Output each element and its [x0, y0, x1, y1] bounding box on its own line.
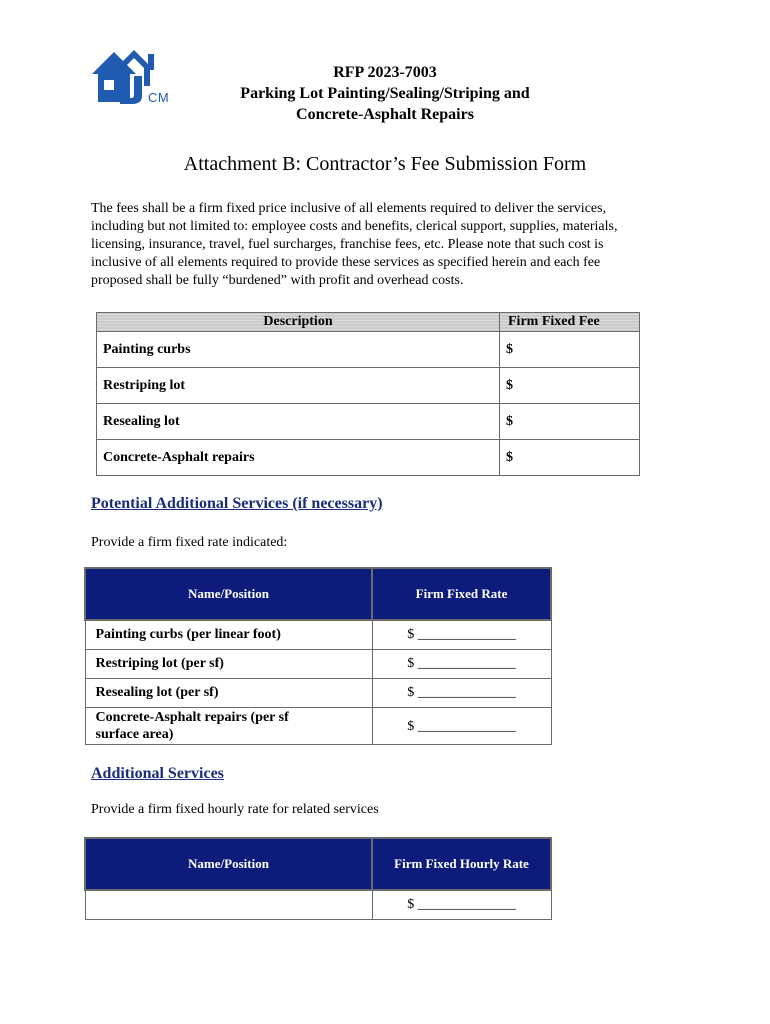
rate-field[interactable]: $ ______________ — [372, 679, 551, 708]
row-description: Restriping lot — [97, 368, 500, 404]
table-header-row — [97, 313, 640, 332]
row-name: Restriping lot (per sf) — [85, 650, 372, 679]
rfp-number: RFP 2023-7003 — [333, 64, 437, 81]
table-row — [97, 332, 640, 368]
row-name: Painting curbs (per linear foot) — [85, 620, 372, 650]
table-row — [85, 620, 551, 650]
row-fee-field[interactable]: $ — [500, 332, 640, 368]
potential-services-heading: Potential Additional Services (if necessary) — [91, 495, 383, 512]
logo-text: CM — [148, 90, 170, 105]
row-description: Concrete-Asphalt repairs — [97, 440, 500, 476]
intro-line: The fees shall be a firm fixed price inclusive of all elements required to deliver the services, — [91, 201, 607, 216]
table-row — [85, 650, 551, 679]
intro-line: inclusive of all elements required to provide these services as specified herein and each fee — [91, 255, 601, 270]
rfp-title-line1: Parking Lot Painting/Sealing/Striping and — [240, 85, 530, 102]
name-field[interactable] — [85, 890, 372, 920]
table-row — [85, 679, 551, 708]
intro-paragraph — [91, 200, 651, 290]
rate-field[interactable]: $ ______________ — [372, 708, 551, 745]
rate-field[interactable]: $ ______________ — [372, 650, 551, 679]
row-fee-field[interactable]: $ — [500, 440, 640, 476]
rfp-title-line2: Concrete-Asphalt Repairs — [296, 106, 474, 123]
potential-services-table — [84, 567, 552, 745]
row-name-line1: Concrete-Asphalt repairs (per sf — [95, 710, 289, 725]
name-position-header: Name/Position — [85, 568, 372, 620]
row-fee-field[interactable]: $ — [500, 368, 640, 404]
row-name-line2: surface area) — [95, 727, 174, 742]
hourly-rate-field[interactable]: $ ______________ — [372, 890, 551, 920]
table-row — [97, 368, 640, 404]
additional-services-heading: Additional Services — [91, 765, 224, 782]
attachment-title: Attachment B: Contractor’s Fee Submission Form — [183, 153, 587, 175]
row-name: Resealing lot (per sf) — [85, 679, 372, 708]
hourly-rate-header: Firm Fixed Hourly Rate — [372, 838, 551, 890]
row-name — [85, 708, 372, 745]
table-header-row — [85, 838, 551, 890]
table-row — [85, 708, 551, 745]
rate-header: Firm Fixed Rate — [372, 568, 551, 620]
table-row — [97, 440, 640, 476]
intro-line: licensing, insurance, travel, fuel surcharges, franchise fees, etc. Please note that such cost is — [91, 237, 604, 252]
additional-services-instruction: Provide a firm fixed hourly rate for related services — [91, 802, 379, 817]
intro-line: including but not limited to: employee costs and benefits, clerical support, supplies, materials, — [91, 219, 618, 234]
rate-field[interactable]: $ ______________ — [372, 620, 551, 650]
intro-line: proposed shall be fully “burdened” with profit and overhead costs. — [91, 273, 464, 288]
fee-table — [96, 312, 640, 476]
table-header-row — [85, 568, 551, 620]
potential-services-instruction: Provide a firm fixed rate indicated: — [91, 535, 288, 550]
additional-services-table — [84, 837, 552, 920]
table-row — [85, 890, 551, 920]
row-description: Resealing lot — [97, 404, 500, 440]
table-row — [97, 404, 640, 440]
name-position-header: Name/Position — [85, 838, 372, 890]
row-fee-field[interactable]: $ — [500, 404, 640, 440]
fee-header: Firm Fixed Fee — [500, 313, 640, 332]
row-description: Painting curbs — [97, 332, 500, 368]
description-header: Description — [97, 313, 500, 332]
